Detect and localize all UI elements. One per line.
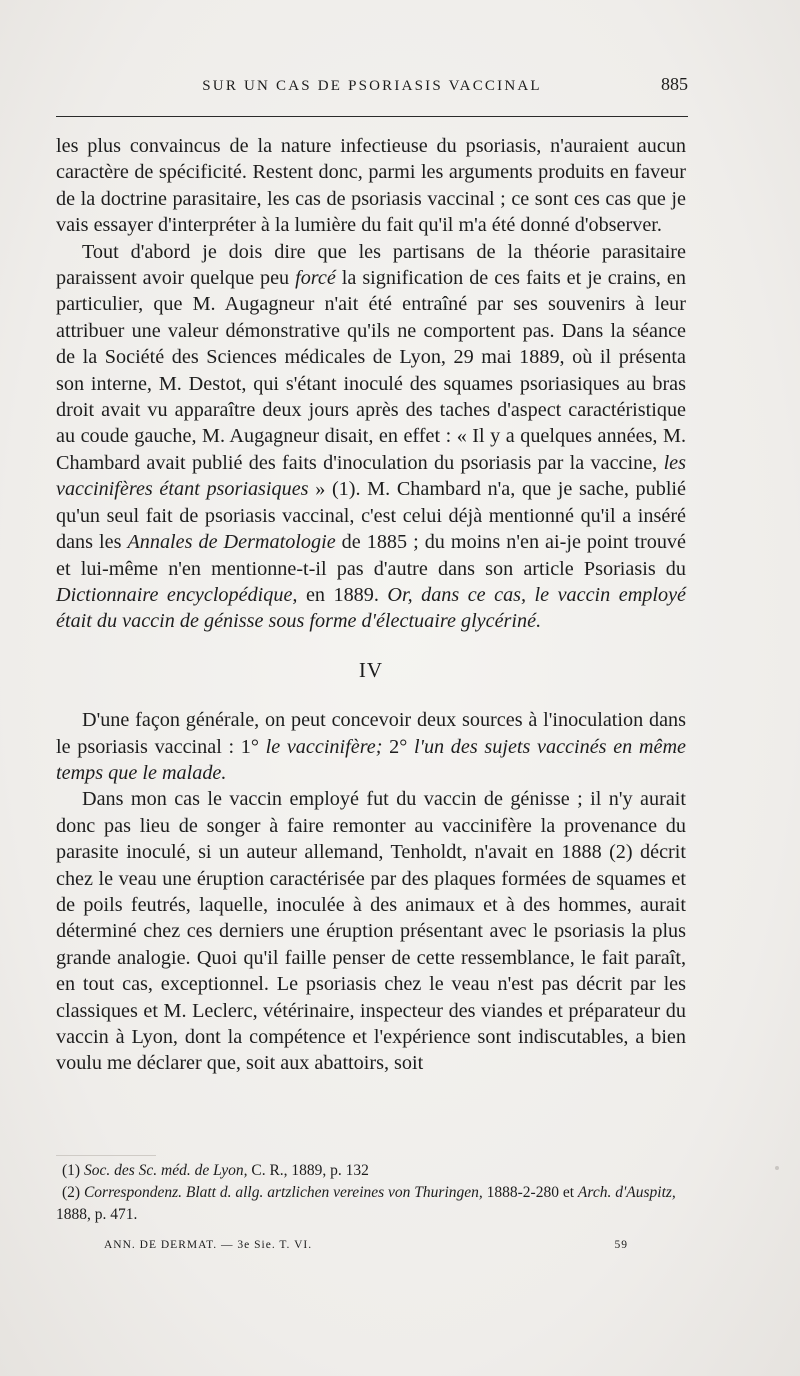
- section-heading: IV: [358, 657, 384, 682]
- footnote-2-detail: 1888-2-280 et: [482, 1184, 578, 1201]
- footnote-1-source: Soc. des Sc. méd. de Lyon,: [83, 1162, 248, 1179]
- paragraph-2-italic-dictionnaire: Dictionnaire encyclopédique,: [56, 583, 298, 606]
- paragraph-2-text-a: Tout d'abord je dois dire que les partisans de la théorie parasitaire paraissent avoir quelque peu: [56, 240, 686, 290]
- paragraph-2-italic-quote: les vaccinifères étant psoriasiques: [56, 451, 686, 501]
- footnote-1: [56, 1160, 686, 1182]
- paragraph-2-italic-conclusion: Or, dans ce cas, le vaccin employé était du vaccin de génisse sous forme d'électuaire glycériné.: [56, 583, 686, 633]
- footnote-2: [56, 1182, 686, 1226]
- footnote-2-detail-2: 1888, p. 471.: [56, 1206, 138, 1223]
- running-title: SUR UN CAS DE PSORIASIS VACCINAL: [202, 78, 542, 94]
- paragraph-2-italic-annales: Annales de Dermatologie: [127, 531, 336, 554]
- paragraph-4: Dans mon cas le vaccin employé fut du vaccin de génisse ; il n'y aurait donc pas lieu de songer à faire remonter au vaccinifère la provenance du parasite inoculé, si un auteur allemand, Tenholdt, n'avait en 1888 (2) décrit chez le veau une éruption caractérisée par des plaques formées de squames et de poils feutrés, laquelle, inoculée à des animaux et à des hommes, aurait déterminé chez ces derniers une éruption présentant avec le psoriasis la plus grande analogie. Quoi qu'il faille penser de cette ressemblance, le fait paraît, en tout cas, exceptionnel. Le psoriasis chez le veau n'est pas décrit par les classiques et M. Leclerc, vétérinaire, inspecteur des viandes et préparateur du vaccin à Lyon, dont la compétence et l'expérience sont indiscutables, a bien voulu me déclarer que, soit aux abattoirs, soit: [56, 788, 686, 1075]
- footnote-1-detail: C. R., 1889, p. 132: [247, 1162, 369, 1179]
- paragraph-3-italic-vaccinifere: le vaccinifère;: [265, 735, 383, 758]
- paper-speck: [775, 1166, 779, 1170]
- paragraph-1: les plus convaincus de la nature infectieuse du psoriasis, n'auraient aucun caractère de spécificité. Restent donc, parmi les arguments produits en faveur de la doctrine parasitaire, les cas de psoriasis vaccinal ; ce sont ces cas que je vais essayer d'interpréter à la lumière du fait qu'il m'a été donné d'observer.: [56, 135, 686, 237]
- paragraph-3-text-c: 2°: [382, 735, 415, 758]
- paragraph-2-text-c: la signification de ces faits et je crains, en particulier, que M. Augagneur n'ait été entraîné par ses souvenirs à leur attribuer une valeur démonstrative qu'ils ne comportent pas. Dans la séance de la Société des Sciences médicales de Lyon, 29 mai 1889, où il présenta son interne, M. Destot, qui s'étant inoculé des squames psoriasiques au bras droit avait vu apparaître deux jours après des taches d'aspect caractéristique au coude gauche, M. Augagneur disait, en effet : « Il y a quelques années, M. Chambard avait publié des faits d'inoculation du psoriasis par la vaccine,: [56, 267, 686, 474]
- paragraph-2-italic-force: forcé: [295, 267, 336, 290]
- page-number: 885: [661, 74, 688, 94]
- signature-number: 59: [614, 1239, 628, 1251]
- paragraph-2-text-e: » (1). M. Chambard n'a, que je sache, publié qu'un seul fait de psoriasis vaccinal, c'est celui déjà mentionné qu'il a inséré dans les: [56, 478, 686, 554]
- header-rule: [56, 116, 688, 117]
- paragraph-2: [56, 239, 686, 635]
- paragraph-3: [56, 707, 686, 786]
- footnote-2-source: Correspondenz. Blatt d. allg. artzlichen vereines von Thuringen,: [83, 1184, 483, 1201]
- footnotes: [56, 1160, 686, 1226]
- article-body: [56, 133, 686, 1077]
- journal-signature: ANN. DE DERMAT. — 3e Sie. T. VI.: [104, 1239, 313, 1251]
- footnote-1-number: (1): [62, 1162, 81, 1179]
- footnote-rule: [56, 1155, 156, 1156]
- paragraph-2-text-g: de 1885 ; du moins n'en ai-je point trouvé et lui-même n'en mentionne-t-il pas d'autre dans son article Psoriasis du: [56, 531, 686, 580]
- paragraph-2-text-i: en 1889.: [297, 583, 388, 606]
- running-head: [56, 74, 688, 100]
- footnote-2-number: (2): [62, 1184, 81, 1201]
- signature-line: [104, 1239, 628, 1257]
- paragraph-3-text-a: D'une façon générale, on peut concevoir deux sources à l'inoculation dans le psoriasis vaccinal : 1°: [56, 709, 686, 758]
- footnote-2-source-2: Arch. d'Auspitz,: [577, 1184, 676, 1201]
- paragraph-3-italic-sujets: l'un des sujets vaccinés en même temps que le malade.: [56, 735, 687, 784]
